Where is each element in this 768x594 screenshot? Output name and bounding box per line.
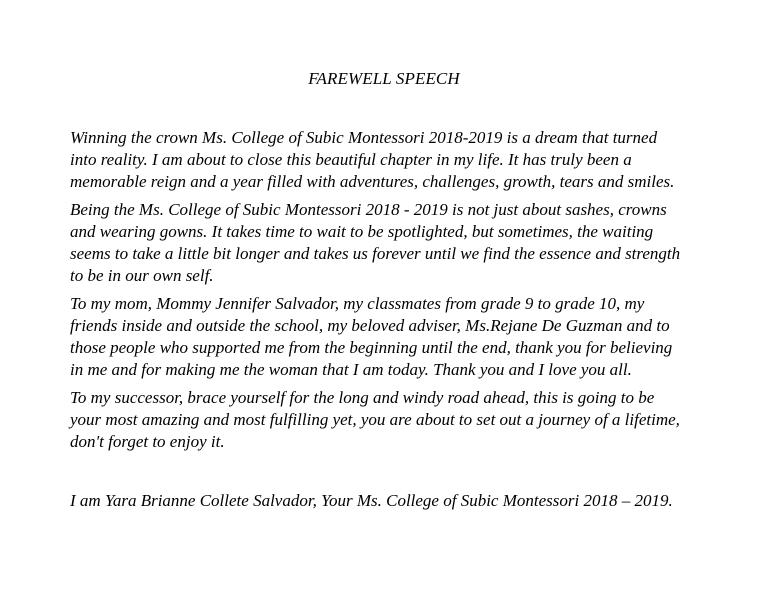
paragraph-3 <box>70 293 710 381</box>
paragraph-line: friends inside and outside the school, my beloved adviser, Ms.Rejane De Guzman and to <box>70 316 670 335</box>
paragraph-line: your most amazing and most fulfilling yet, you are about to set out a journey of a lifetime, <box>70 410 680 429</box>
closing-signature: I am Yara Brianne Collete Salvador, Your Ms. College of Subic Montessori 2018 – 2019. <box>70 491 673 510</box>
paragraph-line: to be in our own self. <box>70 266 214 285</box>
speech-body <box>70 127 710 459</box>
paragraph-line: memorable reign and a year filled with adventures, challenges, growth, tears and smiles. <box>70 172 675 191</box>
paragraph-line: and wearing gowns. It takes time to wait to be spotlighted, but sometimes, the waiting <box>70 222 654 241</box>
paragraph-line: don't forget to enjoy it. <box>70 432 225 451</box>
paragraph-1 <box>70 127 710 193</box>
speech-title: FAREWELL SPEECH <box>308 69 460 88</box>
paragraph-line: Winning the crown Ms. College of Subic Montessori 2018-2019 is a dream that turned <box>70 128 658 147</box>
paragraph-2 <box>70 199 710 287</box>
paragraph-line: in me and for making me the woman that I am today. Thank you and I love you all. <box>70 360 632 379</box>
paragraph-line: into reality. I am about to close this beautiful chapter in my life. It has truly been a <box>70 150 632 169</box>
paragraph-4 <box>70 387 710 453</box>
paragraph-line: Being the Ms. College of Subic Montessori 2018 - 2019 is not just about sashes, crowns <box>70 200 667 219</box>
paragraph-line: To my mom, Mommy Jennifer Salvador, my classmates from grade 9 to grade 10, my <box>70 294 645 313</box>
paragraph-line: those people who supported me from the beginning until the end, thank you for believing <box>70 338 673 357</box>
paragraph-line: seems to take a little bit longer and takes us forever until we find the essence and strength <box>70 244 681 263</box>
paragraph-line: To my successor, brace yourself for the long and windy road ahead, this is going to be <box>70 388 655 407</box>
